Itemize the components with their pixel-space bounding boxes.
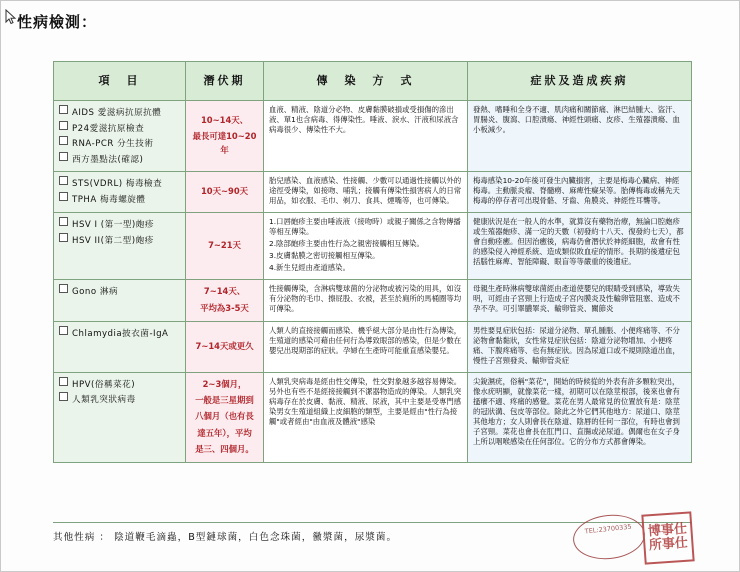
cell-transmission [264,321,468,372]
item-label: RNA-PCR 分生技術 [72,139,154,150]
official-stamp [573,513,693,561]
item-checkbox-row[interactable] [59,192,180,208]
cell-symptoms [468,280,692,322]
cell-item [54,213,186,280]
stamp-oval-text: TEL:23700335 [571,511,647,562]
std-table-wrapper [53,61,691,463]
item-checkbox-row[interactable] [59,136,180,152]
table-row [54,172,692,213]
page-title: 性病檢測： [17,13,98,31]
cell-symptoms [468,321,692,372]
item-checkbox-row[interactable] [59,217,180,233]
table-row [54,372,692,462]
table-row [54,280,692,322]
table-row [54,101,692,172]
checkbox-icon[interactable] [59,192,68,201]
period-line: 2~3個月， [202,378,247,389]
item-checkbox-row[interactable] [59,233,180,249]
item-label: Chlamydia披衣菌-IgA [72,328,169,339]
period-line: 最長可達10~20年 [192,131,257,156]
period-line: 一般是三星期到 [195,395,254,406]
item-label: Gono 淋病 [72,287,119,298]
cell-symptoms [468,372,692,462]
item-label: HSV I (第一型)皰疹 [72,220,154,231]
checkbox-icon[interactable] [59,377,68,386]
checkbox-icon[interactable] [59,176,68,185]
item-checkbox-row[interactable] [59,105,180,121]
cell-symptoms [468,101,692,172]
cell-period [186,213,264,280]
cell-transmission [264,280,468,322]
col-header-transmission: 傳 染 方 式 [264,62,468,101]
period-line: 平均為3-5天 [200,302,249,313]
item-checkbox-row[interactable] [59,377,180,393]
checkbox-icon[interactable] [59,152,68,161]
cell-item [54,101,186,172]
checkbox-icon[interactable] [59,233,68,242]
item-checkbox-row[interactable] [59,176,180,192]
transmission-line: 人類人的直接接觸而感染、機乎絕大部分是由性行為傳染，生殖道的感染可藉由任何行為導致眼部的感染，但是少數在嬰兒出現期部的症狀。孕婦在生產時可能重直感染嬰兒。 [269,325,462,355]
period-line: 7~21天 [208,240,241,251]
col-header-period: 潛伏期 [186,62,264,101]
item-label: HSV II(第二型)皰疹 [72,236,154,246]
symptom-line: 尖銳濕疣，俗稱"菜花"，開始的時候從的外表有許多顆粒突出，像水疣明顯，就像菜花一樣，初期可以在陰莖根部，後來也會有搔癢不適、疼痛的感覺。菜花在男人最常見的位置放有是：陰莖的冠狀溝、包皮等部位。除此之外它們其他地方：尿道口、陰莖其他地方；女人則會長在陰道、陰唇的任何一部位，有時也會到子宮頸。菜花也會長在肛門口、直腸或泌尿道。偶爾也在女子身上所以咽喉感染在任何部位。它的分布方式都會傳染。 [473,376,680,446]
col-header-symptoms: 症狀及造成疾病 [468,62,692,101]
std-table [53,61,692,463]
cell-symptoms [468,172,692,213]
cell-transmission [264,172,468,213]
item-label: P24愛滋抗原檢查 [72,123,145,134]
item-label: STS(VDRL) 梅毒檢查 [72,179,163,190]
transmission-line: 性接觸傳染，含淋病雙球菌的分泌物或被污染的用具，如沒有分泌物的毛巾、擦屁股、衣被，甚至於廁所的馬桶圈等均可傳染。 [269,284,462,314]
col-header-item: 項 目 [54,62,186,101]
table-row [54,213,692,280]
item-checkbox-row[interactable] [59,392,180,408]
cell-period [186,372,264,462]
transmission-line: 4.新生兒經由產道感染。 [269,263,350,273]
transmission-line: 1.口唇皰疹主要由唾液液（接吻時）或親子關係之含物傳播等相互傳染。 [269,217,461,237]
transmission-line: 血液、精液、陰道分必物、皮膚黏膜破損或受損傷的滲出液、單1也含病毒、得傳染性。唾液、淚水、汗液和尿液含病毒很少、傳染性不大。 [269,105,459,134]
period-line: 7~14天、 [203,286,246,297]
period-line: 是三、四個月。 [195,443,254,454]
table-body [54,101,692,463]
cell-transmission [264,372,468,462]
item-label: 人類乳突狀病毒 [72,395,136,406]
cell-transmission [264,213,468,280]
checkbox-icon[interactable] [59,121,68,130]
cell-symptoms [468,213,692,280]
transmission-line: 人類乳突病毒是經由性交傳染，性交對象越多越容易傳染。另外也有些不是經接接觸到不潔器物造成的傳染。人類乳突病毒存在於皮膚、黏液、精液、尿液，其中主要是受專門感染男女生殖道組織上皮細胞的類型，主要是經由"性行為接觸"或者經由"由血液及體液"感染 [269,376,462,426]
item-checkbox-row[interactable] [59,284,180,300]
transmission-line: 胎兒感染、血液感染、性接觸、少數可以通過性接觸以外的途徑受傳染，如接吻、哺乳；接觸有傳染性損害病人的日常用品，如衣服、毛巾、剃刀、食具、煙嘴等，也可傳染。 [269,176,462,206]
item-label: AIDS 愛滋病抗原抗體 [72,108,162,118]
checkbox-icon[interactable] [59,392,68,401]
cell-period [186,280,264,322]
cell-item [54,280,186,322]
period-line: 達五年），平均 [197,427,252,438]
mouse-pointer-icon [5,9,17,25]
cell-period [186,172,264,213]
period-line: 7~14天或更久 [195,340,254,351]
cell-item [54,321,186,372]
item-label: 西方墨點法(確認) [72,154,144,165]
stamp-square-text: 博事仕 所事仕 [641,511,694,564]
symptom-line: 發熱、嗜睡和全身不適、肌肉痛和關節痛、淋巴結腫大、盜汗、胃腸炎、腹瀉、口腔潰瘍、神經性頭痛、皮疹、生殖器潰瘍、血小板減少。 [473,105,680,134]
cell-transmission [264,101,468,172]
checkbox-icon[interactable] [59,136,68,145]
item-label: TPHA 梅毒螺旋體 [72,195,146,206]
footer-note: 其他性病 ： 陰道鞭毛滴蟲，B型鏈球菌，白色念珠菌，黴漿菌，尿漿菌。 [53,522,691,543]
transmission-line: 3.皮膚黏膜之密切接觸相互傳染。 [269,251,380,261]
item-checkbox-row[interactable] [59,326,180,342]
cell-item [54,172,186,213]
checkbox-icon[interactable] [59,326,68,335]
period-line: 10~14天、 [200,114,249,125]
cell-item [54,372,186,462]
period-line: 八個月（也有長 [195,411,254,422]
transmission-line: 2.陰部皰疹主要由性行為之親密接觸相互傳染。 [269,239,424,249]
symptom-line: 母親生產時淋病雙球菌經由產道使嬰兒的眼睛受到感染，導致失明，可經由子宮頸上行造成子宮內膜炎及性輸卵管阻塞、造成不孕不孕。可引睪膿睪炎、輸卵管炎、關節炎 [473,284,680,314]
item-checkbox-row[interactable] [59,121,180,137]
symptom-line: 男性要見症狀包括：尿道分泌物、單孔腫脹、小便疼痛等、不分泌物會黏黏狀，女性常見症狀包括：陰道分泌物增加、小便疼痛、下腹疼痛等、也有無症狀。因為尿道口或不規則陰道出血，慢性子宮頸發炎、輸卵管炎症 [473,325,680,365]
table-row [54,321,692,372]
symptom-line: 梅毒感染10-20年後可發生內臟損害，主要是梅毒心臟病、神經梅毒。主動脈炎瘤、脊髓癆、麻痺性癡呆等。胎傳梅毒或稱先天梅毒的停存者可出現骨骼、牙齒、角膜炎、神經性耳聾等。 [473,176,680,206]
checkbox-icon[interactable] [59,217,68,226]
checkbox-icon[interactable] [59,105,68,114]
symptom-line: 健康狀況是在一般人的水準，就算沒有藥物治療，無論口腔皰疹或生殖器皰疹、滿一定的天數（初發約十八天、復發約七天），都會自動痊癒。但因治癒後，病毒仍會潛伏於神經細胞，故會有性的感染侵入神經系統、造成類似敗血症的情形。長期的後遺症包括腦性麻痺、智能障礙、眼盲等等嚴重的後遺症。 [473,217,684,267]
cell-period [186,101,264,172]
table-header-row [54,62,692,101]
cell-period [186,321,264,372]
item-label: HPV(俗稱菜花) [72,379,136,390]
period-line: 10天~90天 [200,186,249,197]
checkbox-icon[interactable] [59,284,68,293]
item-checkbox-row[interactable] [59,152,180,168]
